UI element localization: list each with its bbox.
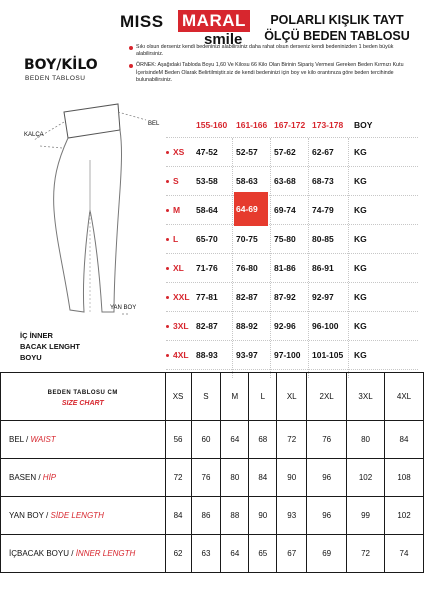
cm-value-cell: 93 [277,497,307,535]
grid-cell: 74-79 [312,205,334,215]
grid-size-label [166,167,179,195]
cm-value-cell: 102 [347,459,385,497]
label-separator: / [36,473,43,482]
cm-row-label-cell [1,497,166,535]
grid-cell: 65-70 [196,234,218,244]
grid-row [166,225,418,254]
grid-cell: 77-81 [196,292,218,302]
cm-table-row [1,421,424,459]
kalca-label: KALÇA [24,132,44,138]
cm-value-cell: 96 [307,497,347,535]
bullet-dot-icon [166,354,169,357]
grid-size-text: S [173,176,179,186]
grid-size-label [166,312,189,340]
grid-row [166,196,418,225]
grid-size-text: M [173,205,181,215]
grid-divider [270,138,271,378]
cm-value-cell: 80 [347,421,385,459]
grid-cell: 63-68 [274,176,296,186]
grid-cell: 80-85 [312,234,334,244]
cm-value-cell: 72 [277,421,307,459]
cm-table-title: BEDEN TABLOSU CM [47,390,118,396]
grid-header-cell: 161-166 [236,119,268,130]
cm-value-cell: 102 [385,497,424,535]
grid-cell: 81-86 [274,263,296,273]
cm-value-cell: 68 [249,421,277,459]
cm-size-header: L [249,373,277,421]
cm-size-header: 4XL [385,373,424,421]
cm-value-cell: 90 [249,497,277,535]
grid-cell: 101-105 [312,350,344,360]
cm-value-cell: 84 [385,421,424,459]
cm-value-cell: 84 [165,497,191,535]
grid-size-text: XL [173,263,184,273]
beden-tablosu-subheading: BEDEN TABLOSU [25,75,86,82]
cm-value-cell: 74 [385,535,424,573]
page-title [254,12,420,44]
cm-value-cell: 80 [221,459,249,497]
bullet-dot-icon [166,267,169,270]
cm-table-title-cell [1,373,166,421]
grid-cell: KG [354,176,367,186]
grid-header-cell: BOY [354,119,373,130]
grid-cell: 92-97 [312,292,334,302]
grid-size-label [166,196,180,224]
cm-value-cell: 88 [221,497,249,535]
cm-size-header: 3XL [347,373,385,421]
cm-value-cell: 69 [307,535,347,573]
cm-value-cell: 67 [277,535,307,573]
cm-value-cell: 60 [191,421,221,459]
grid-cell: 92-96 [274,321,296,331]
grid-cell: 58-63 [236,176,258,186]
grid-cell: 97-100 [274,350,301,360]
inseam-label-line-2: BACAK LENGHT [20,342,80,351]
grid-cell: 58-64 [196,205,218,215]
title-line-1: POLARLI KIŞLIK TAYT [270,13,404,27]
bullet-dot-icon [166,151,169,154]
grid-cell: KG [354,321,367,331]
grid-cell: 69-74 [274,205,296,215]
bullet-dot-icon [166,209,169,212]
cm-value-cell: 76 [191,459,221,497]
cm-table-header-row [1,373,424,421]
grid-cell: 93-97 [236,350,258,360]
grid-size-text: L [173,234,179,244]
grid-header-row [166,112,418,138]
cm-table-row [1,459,424,497]
grid-size-text: XXL [173,292,190,302]
cm-size-table [0,372,424,573]
bullet-dot-icon [166,238,169,241]
grid-cell: 82-87 [236,292,258,302]
cm-value-cell: 96 [307,459,347,497]
cm-value-cell: 84 [249,459,277,497]
logo-smile-text: smile [204,31,243,48]
cm-table-body [1,421,424,573]
cm-value-cell: 56 [165,421,191,459]
grid-cell: KG [354,263,367,273]
grid-size-label [166,283,190,311]
cm-value-cell: 86 [191,497,221,535]
grid-divider [232,138,233,378]
grid-cell: KG [354,205,367,215]
grid-cell: KG [354,350,367,360]
grid-row [166,312,418,341]
grid-divider [308,138,309,378]
cm-row-label: YAN BOY [9,511,44,520]
note-item: ÖRNEK: Aşağıdaki Tabloda Boyu 1,60 Ve Kilosu 66 Kilo Olan Birinin Sipariş Vermesi Gereken Beden Kırmızı Kutu İçerisindeM Beden Olarak Belirtilmiştir.siz de kendi bedeninizi için boy ve kilo orantınıza göre beden tercihinde bulunabilirsiniz. [128,62,420,84]
grid-cell: 68-73 [312,176,334,186]
cm-value-cell: 90 [277,459,307,497]
grid-cell: 75-80 [274,234,296,244]
cm-size-header: S [191,373,221,421]
bullet-dot-icon [166,325,169,328]
title-line-2: ÖLÇÜ BEDEN TABLOSU [264,29,410,43]
cm-row-label-cell [1,535,166,573]
yan-boy-label: YAN BOY [110,305,137,311]
cm-size-header: XL [277,373,307,421]
cm-value-cell: 72 [347,535,385,573]
cm-value-cell: 99 [347,497,385,535]
grid-size-label [166,225,178,253]
grid-header-cell: 167-172 [274,119,306,130]
grid-size-label [166,341,189,369]
grid-cell: 87-92 [274,292,296,302]
cm-value-cell: 64 [221,421,249,459]
grid-cell: 62-67 [312,147,334,157]
logo-maral-text: MARAL [178,10,250,32]
grid-size-label [166,138,184,166]
cm-row-label: İÇBACAK BOYU [9,549,70,558]
grid-cell: 76-80 [236,263,258,273]
grid-cell: 71-76 [196,263,218,273]
grid-row [166,138,418,167]
grid-cell: 88-93 [196,350,218,360]
logo-miss-text: MISS [120,12,164,31]
grid-divider [348,138,349,378]
cm-row-label-en: İNNER LENGTH [75,549,136,558]
grid-size-text: 4XL [173,350,189,360]
cm-row-label: BEL [9,435,24,444]
grid-cell: KG [354,234,367,244]
bel-label: BEL [148,121,160,127]
grid-row [166,254,418,283]
cm-value-cell: 63 [191,535,221,573]
notes-block [128,44,420,88]
cm-table-row [1,535,424,573]
cm-value-cell: 62 [165,535,191,573]
cm-row-label: BASEN [9,473,37,482]
cm-table-row [1,497,424,535]
boy-kilo-grid [166,112,418,372]
grid-cell: 88-92 [236,321,258,331]
inseam-label-line-1: İÇ İNNER [20,331,53,340]
grid-header-cell: 173-178 [312,119,344,130]
label-separator: / [69,549,76,558]
grid-header-cell: 155-160 [196,119,228,130]
grid-size-label [166,254,184,282]
grid-cell: 82-87 [196,321,218,331]
cm-row-label-en: WAIST [30,435,56,444]
grid-cell: KG [354,147,367,157]
cm-value-cell: 65 [249,535,277,573]
grid-cell: 64-69 [234,192,268,226]
note-item: Sıkı olsun derseniz kendi bedeninizi alabilirsiniz daha rahat olsun derseniz kendi bedeninizden 1 beden büyük alabilirsiniz. [128,44,420,58]
cm-value-cell: 72 [165,459,191,497]
grid-cell: 57-62 [274,147,296,157]
grid-size-text: XS [173,147,185,157]
grid-cell: 96-100 [312,321,339,331]
bullet-dot-icon [166,180,169,183]
label-separator: / [43,511,51,520]
label-separator: / [23,435,31,444]
cm-size-header: M [221,373,249,421]
grid-cell: 70-75 [236,234,258,244]
grid-size-text: 3XL [173,321,189,331]
cm-table-subtitle: SIZE CHART [61,400,104,407]
grid-row [166,167,418,196]
inseam-label [20,330,110,363]
grid-cell: 86-91 [312,263,334,273]
grid-row [166,341,418,370]
grid-row [166,283,418,312]
cm-row-label-cell [1,459,166,497]
cm-value-cell: 64 [221,535,249,573]
grid-cell: 52-57 [236,147,258,157]
boy-kilo-heading: BOY/KİLO [24,57,98,73]
grid-cell: 53-58 [196,176,218,186]
cm-row-label-cell [1,421,166,459]
cm-size-header: 2XL [307,373,347,421]
grid-cell: KG [354,292,367,302]
bullet-dot-icon [166,296,169,299]
cm-value-cell: 108 [385,459,424,497]
cm-size-header: XS [165,373,191,421]
grid-cell: 47-52 [196,147,218,157]
inseam-label-line-3: BOYU [20,353,42,362]
brand-logo [120,10,244,48]
cm-value-cell: 76 [307,421,347,459]
cm-row-label-en: SİDE LENGTH [50,511,104,520]
leggings-diagram [10,100,170,330]
cm-row-label-en: HİP [42,473,57,482]
